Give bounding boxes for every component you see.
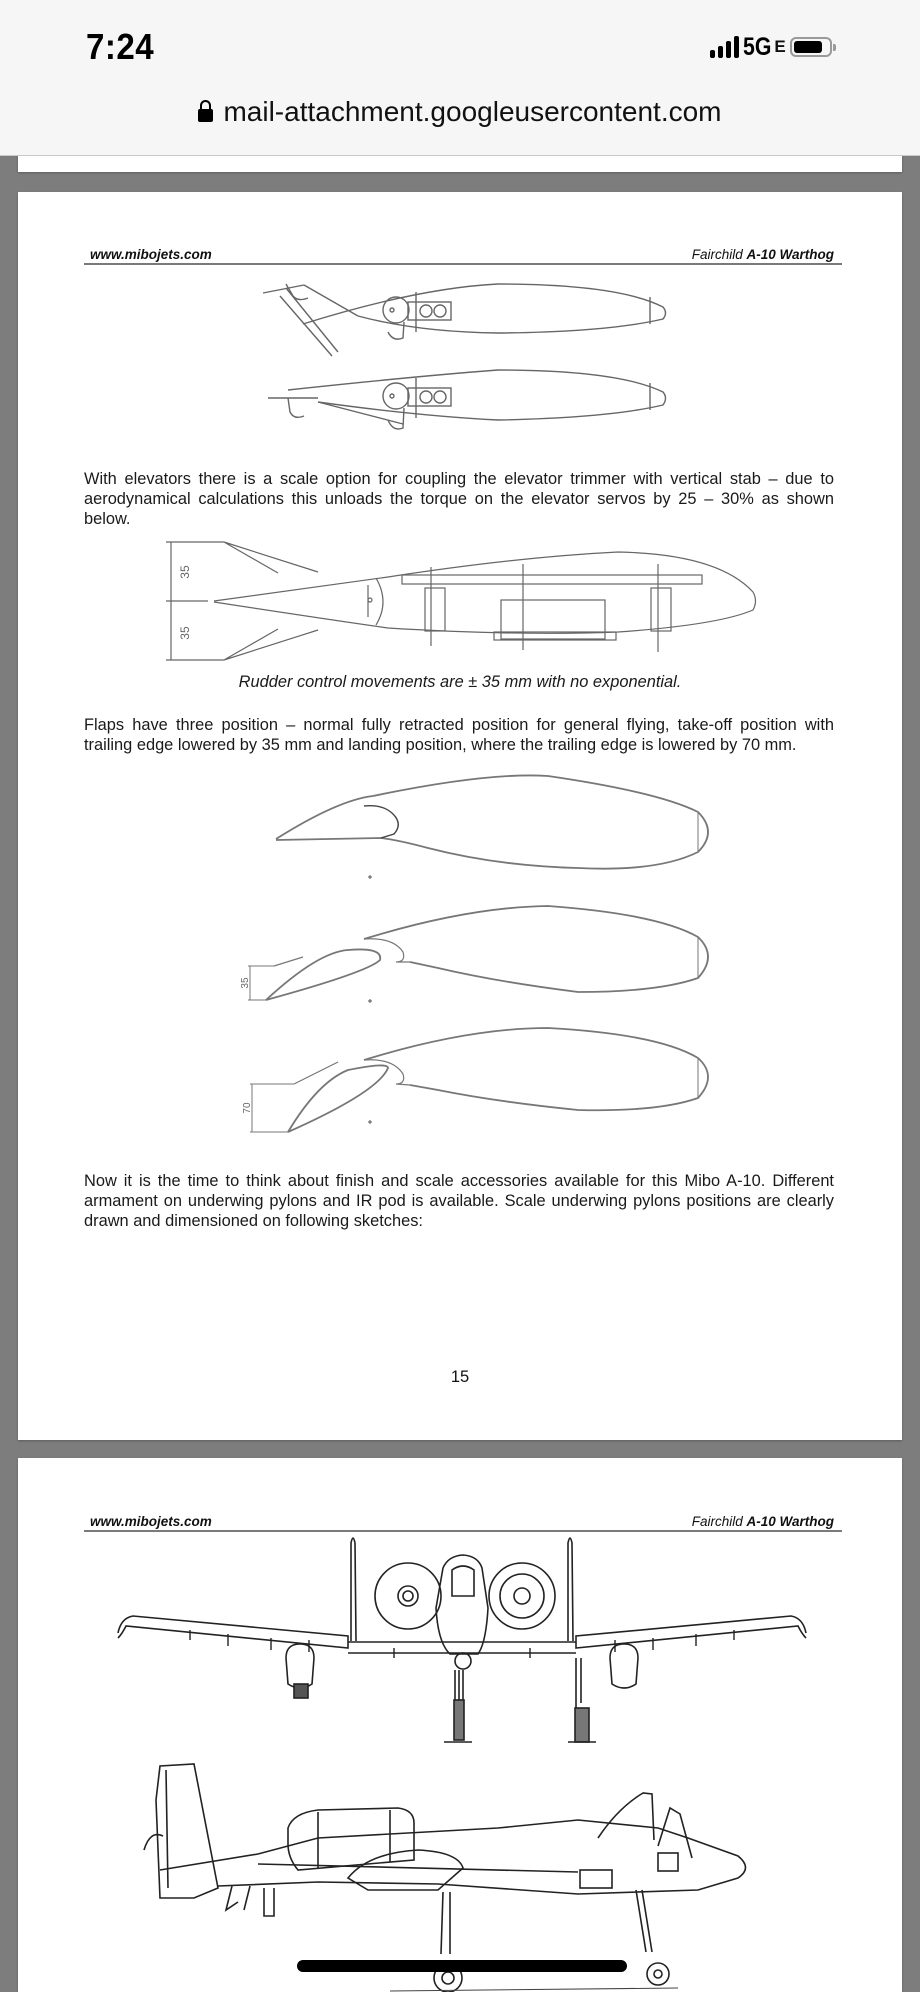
paragraph-flaps: Flaps have three position – normal fully retracted position for general flying, take-off position with trailing edge lowered by 35 mm and landing position, where the trailing edge is lowered by 70 mm. — [84, 716, 834, 754]
rudder-caption: Rudder control movements are ± 35 mm with no exponential. — [238, 673, 682, 691]
next-header-title-bold: A-10 Warthog — [746, 1514, 834, 1529]
next-header-website: www.mibojets.com — [90, 1514, 212, 1529]
paragraph-accessories: Now it is the time to think about finish and scale accessories available for this Mibo A-10. Different armament on underwing pylons and IR pod is available. Scale underwing pylons positions are clearly drawn and dimensioned on following sketches: — [84, 1172, 834, 1230]
status-indicators — [710, 34, 832, 60]
signal-bars-icon — [710, 36, 739, 58]
lock-icon — [198, 109, 213, 122]
page-number: 15 — [450, 1368, 470, 1386]
rudder-dim-lower-label: 35 — [178, 626, 192, 640]
next-document-page — [18, 1458, 902, 1992]
flap-diagrams — [18, 192, 902, 1440]
network-suffix: E — [774, 37, 786, 56]
paragraph-elevator-trimmer: With elevators there is a scale option for coupling the elevator trimmer with vertical stab – due to aerodynamical calculations this unloads the torque on the elevator servos by 25 – 30% as shown below. — [84, 470, 834, 528]
document-page — [18, 192, 902, 1440]
previous-page — [18, 155, 902, 172]
address-bar[interactable] — [0, 96, 920, 128]
header-title-bold: A-10 Warthog — [746, 247, 834, 262]
flap-dim-landing-label: 70 — [242, 1102, 253, 1114]
home-indicator[interactable] — [297, 1960, 627, 1972]
header-title-normal: Fairchild — [691, 247, 743, 262]
rudder-dim-upper-label: 35 — [178, 565, 192, 579]
network-type: 5G — [743, 32, 772, 61]
url-text[interactable]: mail-attachment.googleusercontent.com — [223, 96, 722, 127]
flap-dim-takeoff-label: 35 — [240, 977, 251, 989]
next-header-title-normal: Fairchild — [691, 1514, 743, 1529]
status-time: 7:24 — [86, 26, 155, 67]
battery-icon — [790, 37, 832, 57]
browser-chrome — [0, 0, 920, 156]
header-website: www.mibojets.com — [90, 247, 212, 262]
a10-side-view-drawing — [18, 1458, 902, 1992]
